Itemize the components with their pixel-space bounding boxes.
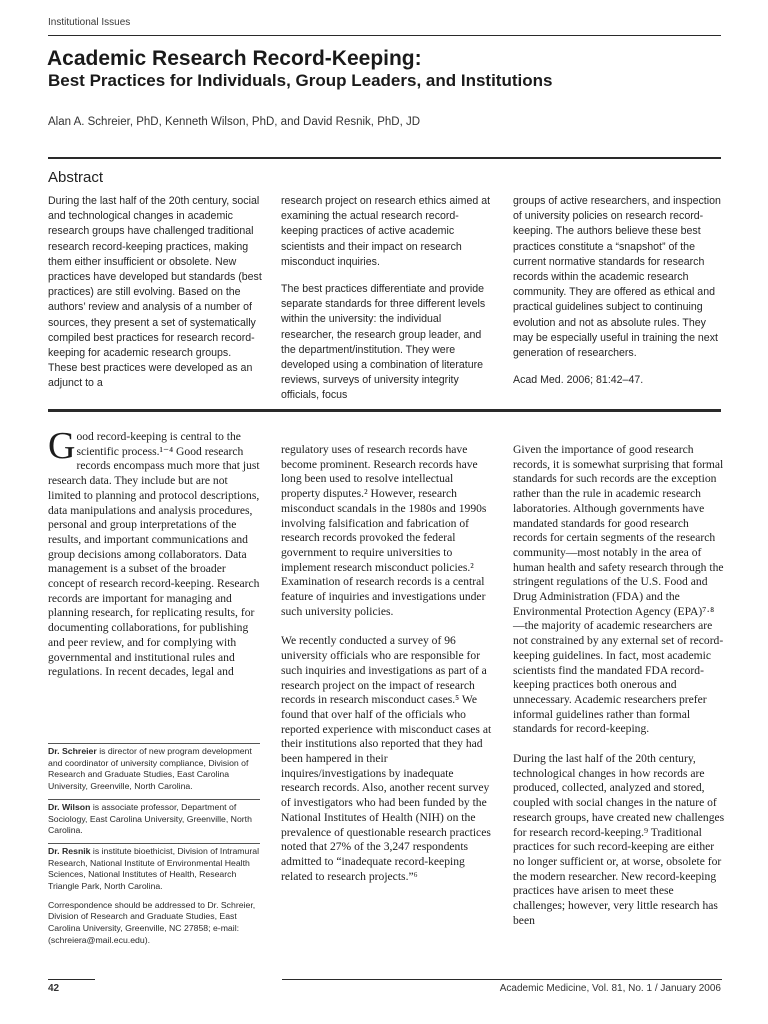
abstract-heading: Abstract bbox=[48, 169, 104, 186]
bio-schreier: Dr. Schreier is director of new program development and coordinator of university compliance, Division of Research and Graduate Studies, East Carolina University, Greenville, North Carolina. bbox=[48, 743, 260, 793]
author-list: Alan A. Schreier, PhD, Kenneth Wilson, PhD, and David Resnik, PhD, JD bbox=[48, 116, 421, 128]
abstract-paragraph: groups of active researchers, and inspection of university policies on research record-keeping. The authors believe these best practices constitute a “snapshot” of the current normative standards for research records within the academic research community. They are offered as ethical and practical guidelines subject to continuing evolution and not as absolute rules. They may be especially useful in training the next generation of researchers. bbox=[513, 195, 721, 360]
author-bios bbox=[48, 743, 260, 947]
article-title: Academic Research Record-Keeping: bbox=[47, 47, 422, 70]
abstract-top-rule bbox=[48, 157, 721, 159]
abstract-paragraph: During the last half of the 20th century, social and technological changes in academic research groups have challenged traditional research record-keeping practices, making them either insufficient or obsolete. New practices have developed but standards (best practices) are still evolving. Based on the authors’ review and analysis of a number of sources, they present a set of systematically compiled best practices for research record-keeping for academic research groups. These best practices were developed as an adjunct to a bbox=[48, 195, 262, 390]
abstract-paragraph: research project on research ethics aimed at examining the actual research record-keeping practices of active academic scientists and their impact on research misconduct inquiries. bbox=[281, 195, 491, 268]
body-paragraph: During the last half of the 20th century, technological changes in how records are produced, collected, analyzed and stored, coupled with social changes in the nature of research groups, have created new challenges for research record-keeping.⁹ Traditional practices for such record-keeping are either no longer sufficient or, at worse, obsolete for the modern researcher. New record-keeping practices have arisen to meet these challenges; however, very little research has been bbox=[513, 752, 725, 927]
section-label: Institutional Issues bbox=[48, 17, 131, 28]
body-paragraph: regulatory uses of research records have become prominent. Research records have long been used to resolve intellectual property disputes.² However, research misconduct scandals in the 1980s and 1990s involving falsification and fabrication of research records provoked the federal government to require universities to implement research misconduct policies.² Examination of research records is a central feature of inquiries and investigations under such university policies. bbox=[281, 443, 487, 618]
abstract-bottom-rule bbox=[48, 409, 721, 412]
journal-citation: Academic Medicine, Vol. 81, No. 1 / January 2006 bbox=[499, 983, 721, 994]
body-column-1 bbox=[48, 425, 260, 695]
article-subtitle: Best Practices for Individuals, Group Leaders, and Institutions bbox=[48, 71, 553, 90]
page-number: 42 bbox=[48, 983, 60, 994]
header-rule bbox=[48, 35, 721, 36]
bio-wilson: Dr. Wilson is associate professor, Department of Sociology, East Carolina University, Greenville, North Carolina. bbox=[48, 799, 260, 837]
footer-rule-left bbox=[48, 979, 95, 980]
footer-rule-right bbox=[282, 979, 722, 980]
drop-cap: G bbox=[48, 425, 76, 467]
body-column-3 bbox=[513, 443, 725, 944]
body-paragraph: We recently conducted a survey of 96 university officials who are responsible for such inquiries and investigations as part of a research project on the impact of research records in research misconduct cases.⁵ We found that over half of the officials who reported experience with misconduct cases at their institutions also reported that they had been hampered in their inquires/investigations by inadequate research records. Also, another recent survey of investigators who had been funded by the National Institutes of Health (NIH) on the prevalence of questionable research practices noted that 27% of the 3,247 respondents admitted to “inadequate record-keeping related to research projects.”⁶ bbox=[281, 634, 492, 883]
bio-resnik: Dr. Resnik is institute bioethicist, Division of Intramural Research, National Institute of Environmental Health Sciences, National Institutes of Health, Research Triangle Park, North Carolina. bbox=[48, 843, 260, 893]
abstract-citation: Acad Med. 2006; 81:42–47. bbox=[513, 374, 644, 387]
abstract-column-2 bbox=[281, 194, 493, 416]
body-paragraph: ood record-keeping is central to the scientific process.¹⁻⁴ Good research records encompass much more that just research data. They include but are not limited to planning and protocol descriptions, data manipulations and analysis procedures, personal and group interpretations of the results, and important communications and group decisions among collaborators. Data management is a subset of the broader concept of research record-keeping. Research records are important for managing and planning research, for replicating results, for documenting collaborations, for publishing and peer review, and for complying with governmental and institutional rules and regulations. In recent decades, legal and bbox=[48, 430, 260, 679]
abstract-paragraph: The best practices differentiate and provide separate standards for three different levels within the university: the individual researcher, the research group leader, and the department/institution. They were developed using a combination of literature reviews, surveys of university integrity officials, focus bbox=[281, 283, 486, 402]
abstract-column-1 bbox=[48, 194, 263, 404]
body-column-2 bbox=[281, 443, 493, 899]
correspondence-note: Correspondence should be addressed to Dr. Schreier, Division of Research and Graduate Studies, East Carolina University, Greenville, NC 27858; e-mail: (schreiera@mail.ecu.edu). bbox=[48, 899, 256, 945]
abstract-column-3 bbox=[513, 194, 725, 400]
body-paragraph: Given the importance of good research records, it is somewhat surprising that formal standards for such records are the exception rather than the rule in academic research laboratories. Although governments have mandated standards for good research records for certain segments of the research community—most notably in the area of human health and safety research through the stringent regulations of the U.S. Food and Drug Administration (FDA) and the Environmental Protection Agency (EPA)⁷·⁸—the majority of academic researchers are not constrained by any external set of record-keeping guidelines. In fact, most academic scientists find the mandated FDA record-keeping practices both onerous and unnecessary. Academic researchers prefer informal guidelines rather than formal standards for record-keeping. bbox=[513, 443, 724, 736]
